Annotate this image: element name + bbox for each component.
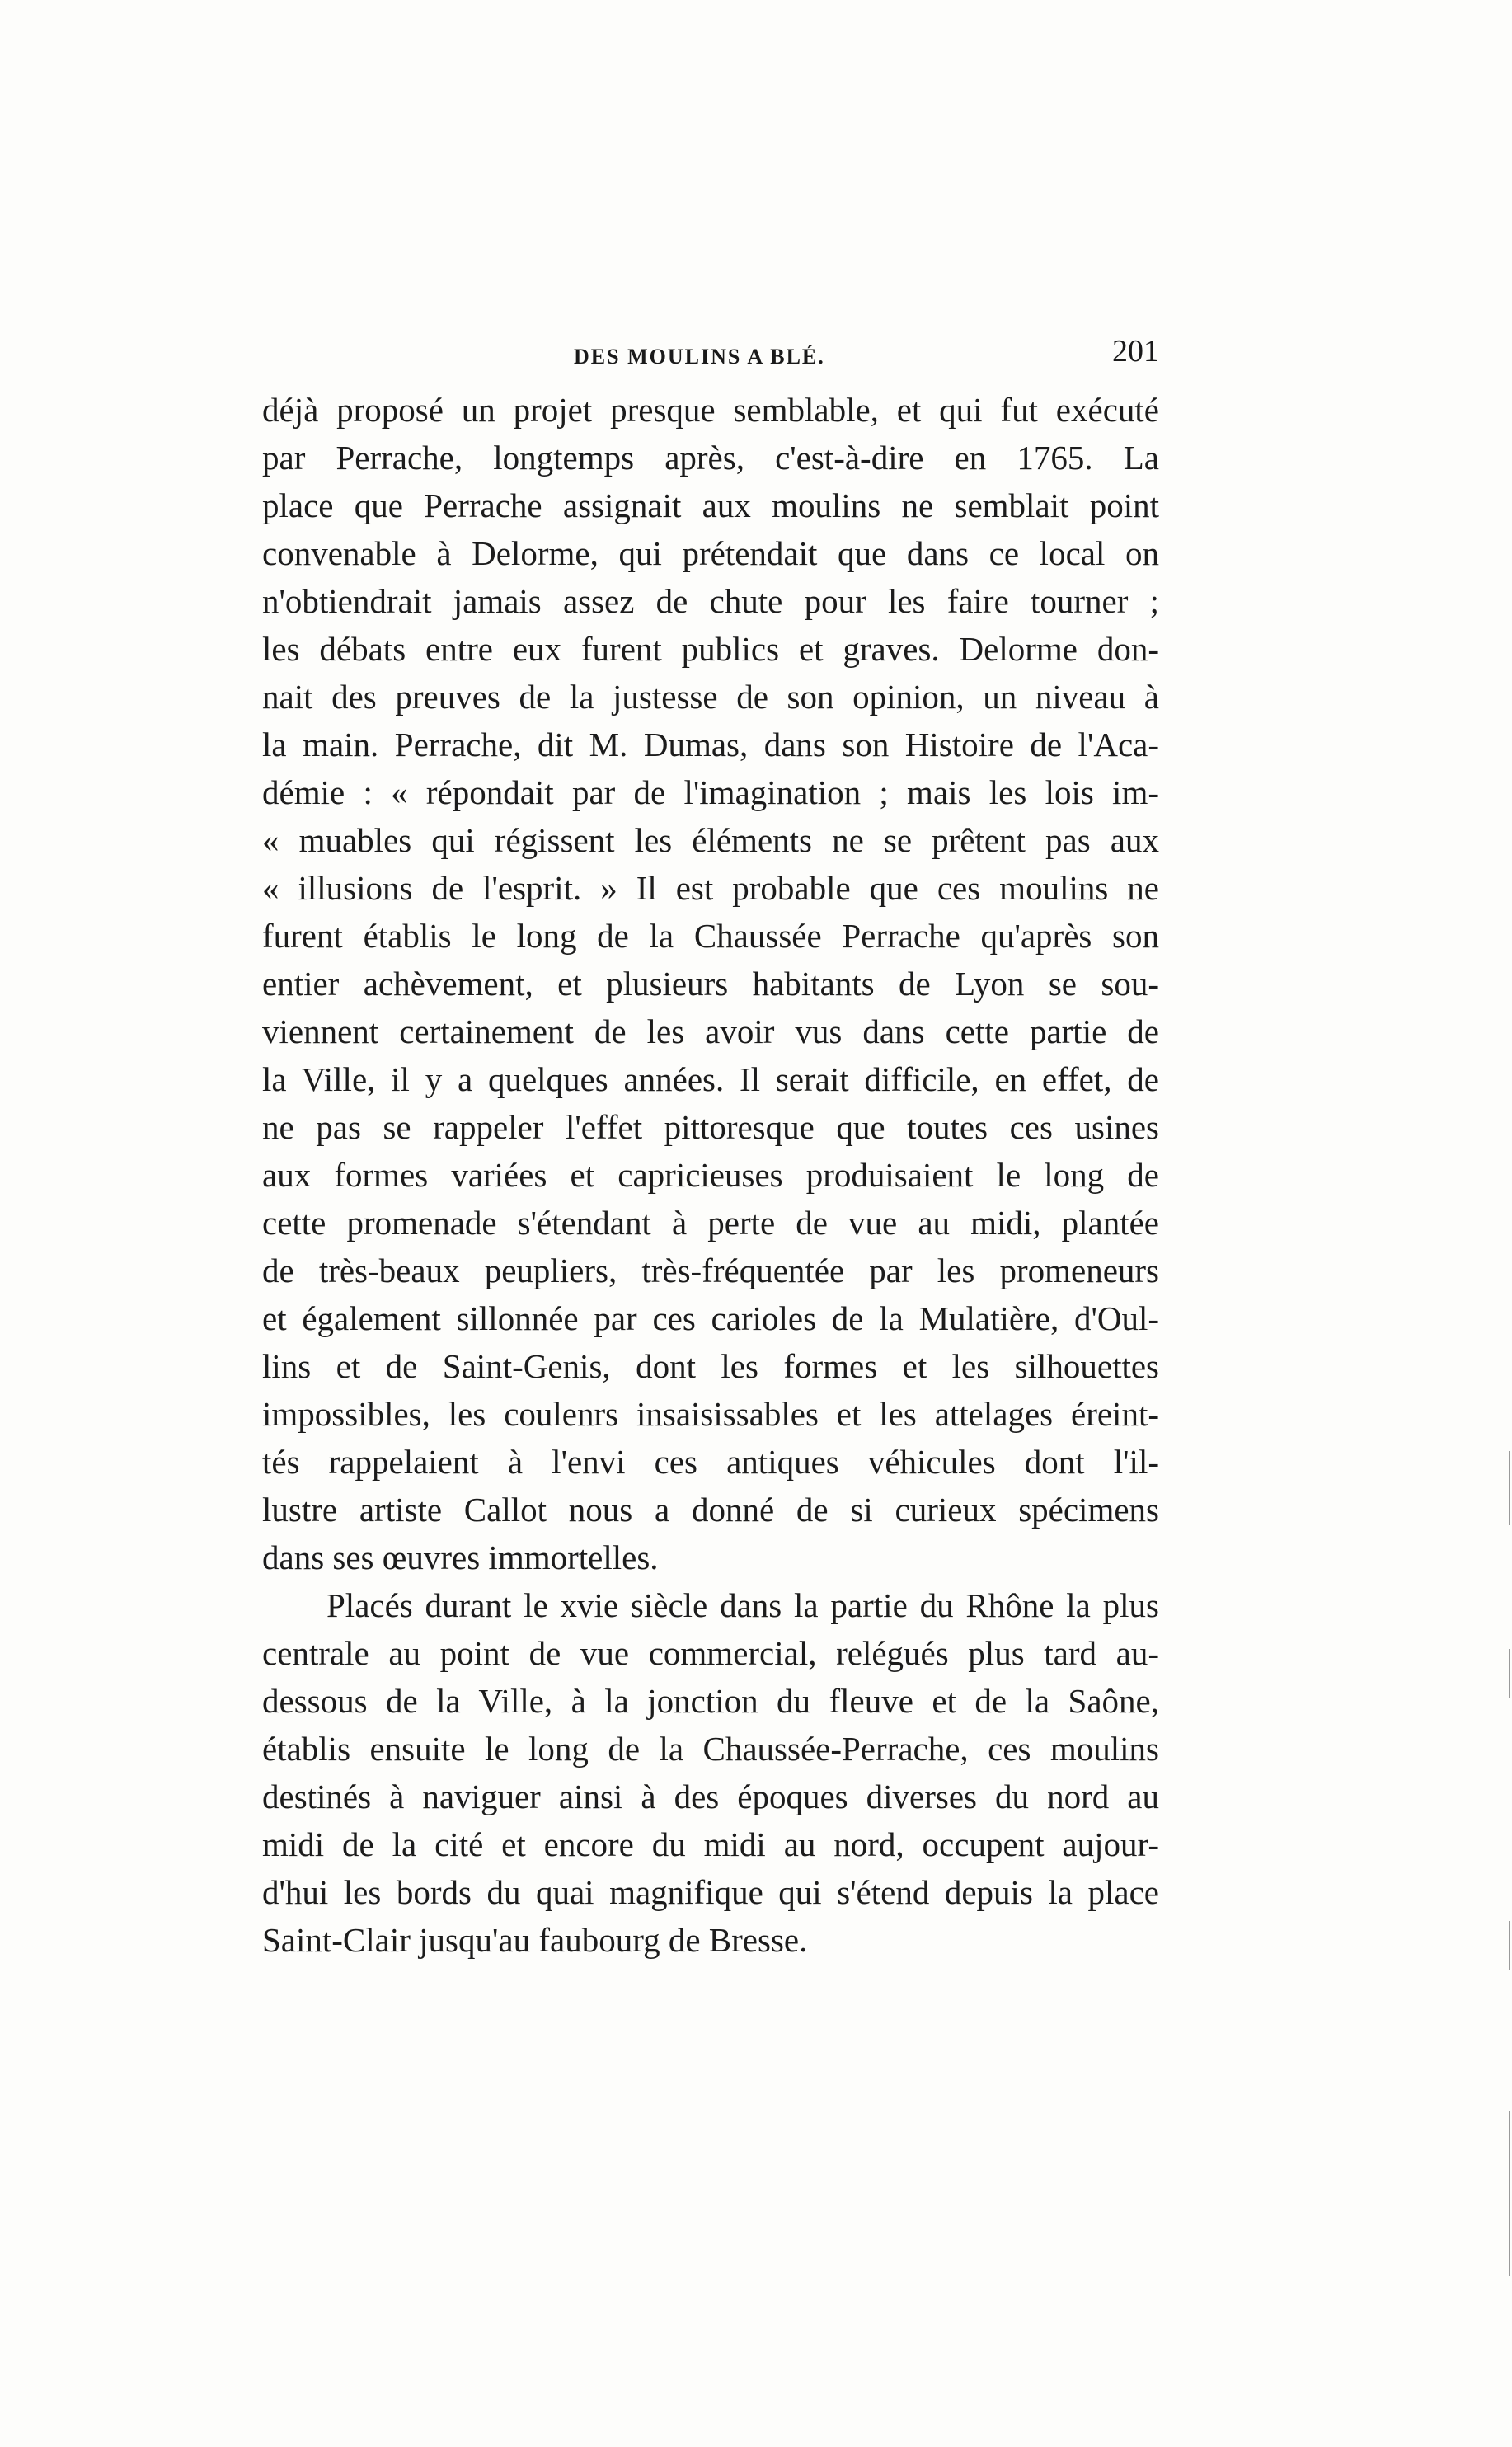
text-line: de très-beaux peupliers, très-fréquentée par les promeneurs xyxy=(262,1252,1159,1289)
scan-edge-mark xyxy=(1509,2111,1510,2276)
running-head: DES MOULINS A BLÉ. xyxy=(574,345,825,369)
body-text xyxy=(262,386,1159,1964)
text-line: et également sillonnée par ces carioles de la Mulatière, d'Oul- xyxy=(262,1299,1159,1337)
text-line: midi de la cité et encore du midi au nord, occupent aujour- xyxy=(262,1825,1159,1863)
text-line: par Perrache, longtemps après, c'est-à-dire en 1765. La xyxy=(262,439,1159,477)
scan-edge-mark xyxy=(1509,1921,1510,1970)
text-line: lustre artiste Callot nous a donné de si curieux spécimens xyxy=(262,1491,1159,1529)
paragraph-2 xyxy=(262,1581,1159,1964)
text-line: « muables qui régissent les éléments ne se prêtent pas aux xyxy=(262,821,1159,859)
text-line: impossibles, les coulenrs insaisissables et les attelages éreint- xyxy=(262,1395,1159,1433)
text-line: viennent certainement de les avoir vus dans cette partie de xyxy=(262,1012,1159,1050)
page-header xyxy=(262,331,1159,381)
text-line: dessous de la Ville, à la jonction du fleuve et de la Saône, xyxy=(262,1682,1159,1720)
text-line: établis ensuite le long de la Chaussée-Perrache, ces moulins xyxy=(262,1730,1159,1768)
text-line: cette promenade s'étendant à perte de vue au midi, plantée xyxy=(262,1204,1159,1242)
text-line: nait des preuves de la justesse de son opinion, un niveau à xyxy=(262,678,1159,716)
text-line: la Ville, il y a quelques années. Il serait difficile, en effet, de xyxy=(262,1060,1159,1098)
scan-edge-mark xyxy=(1509,1451,1510,1525)
text-line: d'hui les bords du quai magnifique qui s'étend depuis la place xyxy=(262,1873,1159,1911)
text-line: destinés à naviguer ainsi à des époques diverses du nord au xyxy=(262,1778,1159,1815)
page-number: 201 xyxy=(1112,334,1159,369)
text-line: lins et de Saint-Genis, dont les formes et les silhouettes xyxy=(262,1347,1159,1385)
text-line: dans ses œuvres immortelles. xyxy=(262,1538,659,1576)
text-line: entier achèvement, et plusieurs habitants de Lyon se sou- xyxy=(262,965,1159,1003)
text-line: ne pas se rappeler l'effet pittoresque que toutes ces usines xyxy=(262,1108,1159,1146)
text-line: convenable à Delorme, qui prétendait que dans ce local on xyxy=(262,534,1159,572)
text-line: n'obtiendrait jamais assez de chute pour les faire tourner ; xyxy=(262,582,1159,620)
text-line: centrale au point de vue commercial, relégués plus tard au- xyxy=(262,1634,1159,1672)
text-line: tés rappelaient à l'envi ces antiques véhicules dont l'il- xyxy=(262,1443,1159,1481)
text-line: démie : « répondait par de l'imagination ; mais les lois im- xyxy=(262,773,1159,811)
text-line: Placés durant le xvie siècle dans la partie du Rhône la plus xyxy=(326,1586,1159,1624)
text-line: déjà proposé un projet presque semblable, et qui fut exécuté xyxy=(262,391,1159,429)
text-line: la main. Perrache, dit M. Dumas, dans son Histoire de l'Aca- xyxy=(262,726,1159,763)
paragraph-1 xyxy=(262,386,1159,1581)
text-line: place que Perrache assignait aux moulins ne semblait point xyxy=(262,486,1159,524)
text-line: aux formes variées et capricieuses produisaient le long de xyxy=(262,1156,1159,1194)
text-line: Saint-Clair jusqu'au faubourg de Bresse. xyxy=(262,1921,808,1959)
scan-edge-mark xyxy=(1509,1649,1510,1698)
text-line: « illusions de l'esprit. » Il est probable que ces moulins ne xyxy=(262,869,1159,907)
text-line: les débats entre eux furent publics et graves. Delorme don- xyxy=(262,630,1159,668)
text-line: furent établis le long de la Chaussée Perrache qu'après son xyxy=(262,917,1159,955)
